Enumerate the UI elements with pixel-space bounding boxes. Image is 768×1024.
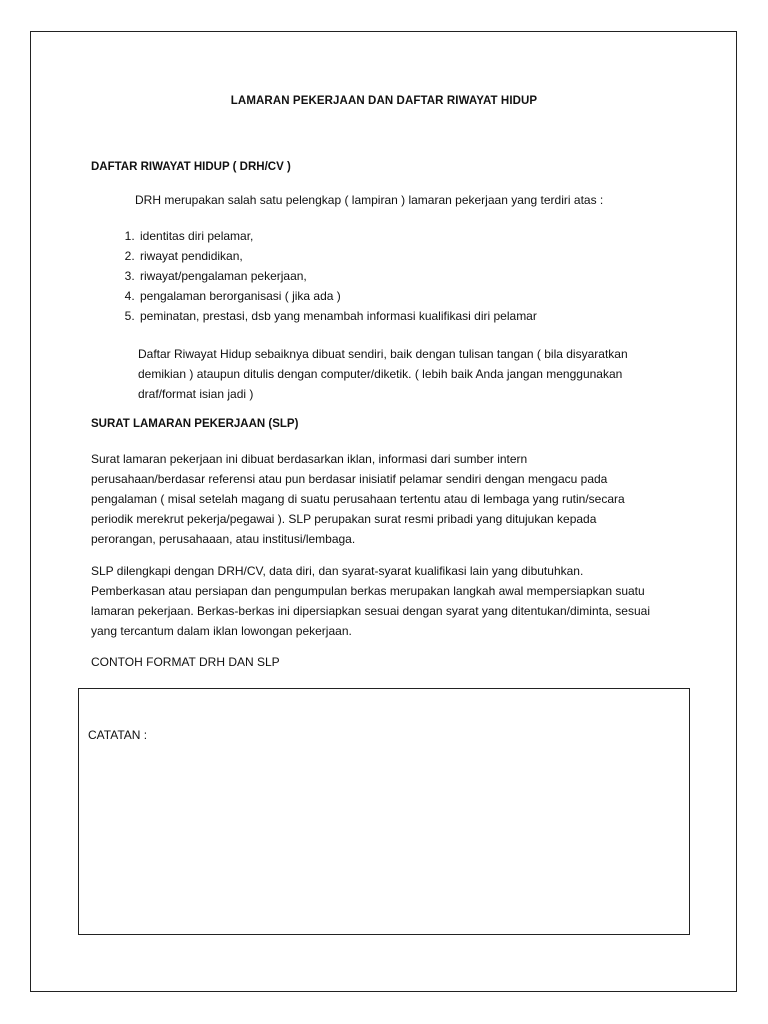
notes-box: [78, 688, 690, 935]
list-item: 5. peminatan, prestasi, dsb yang menambah informasi kualifikasi diri pelamar: [138, 306, 537, 326]
paragraph-line: periodik merekrut pekerja/pegawai ). SLP perupakan surat resmi pribadi yang ditujukan kepada: [91, 512, 597, 526]
notes-label: CATATAN :: [88, 728, 148, 742]
paragraph-line: Daftar Riwayat Hidup sebaiknya dibuat sendiri, baik dengan tulisan tangan ( bila disyaratkan: [138, 347, 628, 361]
paragraph-line: draf/format isian jadi ): [138, 387, 254, 401]
drh-intro-text: DRH merupakan salah satu pelengkap ( lampiran ) lamaran pekerjaan yang terdiri atas :: [135, 193, 604, 207]
slp-paragraph-1: [91, 449, 691, 549]
paragraph-line: Surat lamaran pekerjaan ini dibuat berdasarkan iklan, informasi dari sumber intern: [91, 452, 528, 466]
drh-items-list: [110, 226, 537, 326]
section-heading-slp: SURAT LAMARAN PEKERJAAN (SLP): [91, 418, 299, 430]
paragraph-line: lamaran pekerjaan. Berkas-berkas ini dipersiapkan sesuai dengan syarat yang ditentukan/diminta, sesuai: [91, 604, 650, 618]
document-title: LAMARAN PEKERJAAN DAN DAFTAR RIWAYAT HIDUP: [230, 95, 538, 107]
slp-paragraph-2: [91, 561, 691, 641]
list-item: 4. pengalaman berorganisasi ( jika ada ): [138, 286, 537, 306]
list-item: 3. riwayat/pengalaman pekerjaan,: [138, 266, 537, 286]
paragraph-line: pengalaman ( misal setelah magang di suatu perusahaan tertentu atau di lembaga yang rutin/secara: [91, 492, 625, 506]
list-item: 2. riwayat pendidikan,: [138, 246, 537, 266]
paragraph-line: Pemberkasan atau persiapan dan pengumpulan berkas merupakan langkah awal mempersiapkan suatu: [91, 584, 645, 598]
list-item: 1. identitas diri pelamar,: [138, 226, 537, 246]
paragraph-line: perorangan, perusahaaan, atau institusi/lembaga.: [91, 532, 356, 546]
contoh-format-label: CONTOH FORMAT DRH DAN SLP: [91, 655, 280, 669]
drh-note-paragraph: [138, 344, 668, 404]
paragraph-line: SLP dilengkapi dengan DRH/CV, data diri, dan syarat-syarat kualifikasi lain yang dibutuhkan.: [91, 564, 584, 578]
paragraph-line: demikian ) ataupun ditulis dengan computer/diketik. ( lebih baik Anda jangan menggunakan: [138, 367, 623, 381]
section-heading-drh: DAFTAR RIWAYAT HIDUP ( DRH/CV ): [91, 161, 291, 173]
paragraph-line: perusahaan/berdasar referensi atau pun berdasar inisiatif pelamar sendiri dengan mengacu pada: [91, 472, 608, 486]
paragraph-line: yang tercantum dalam iklan lowongan pekerjaan.: [91, 624, 352, 638]
